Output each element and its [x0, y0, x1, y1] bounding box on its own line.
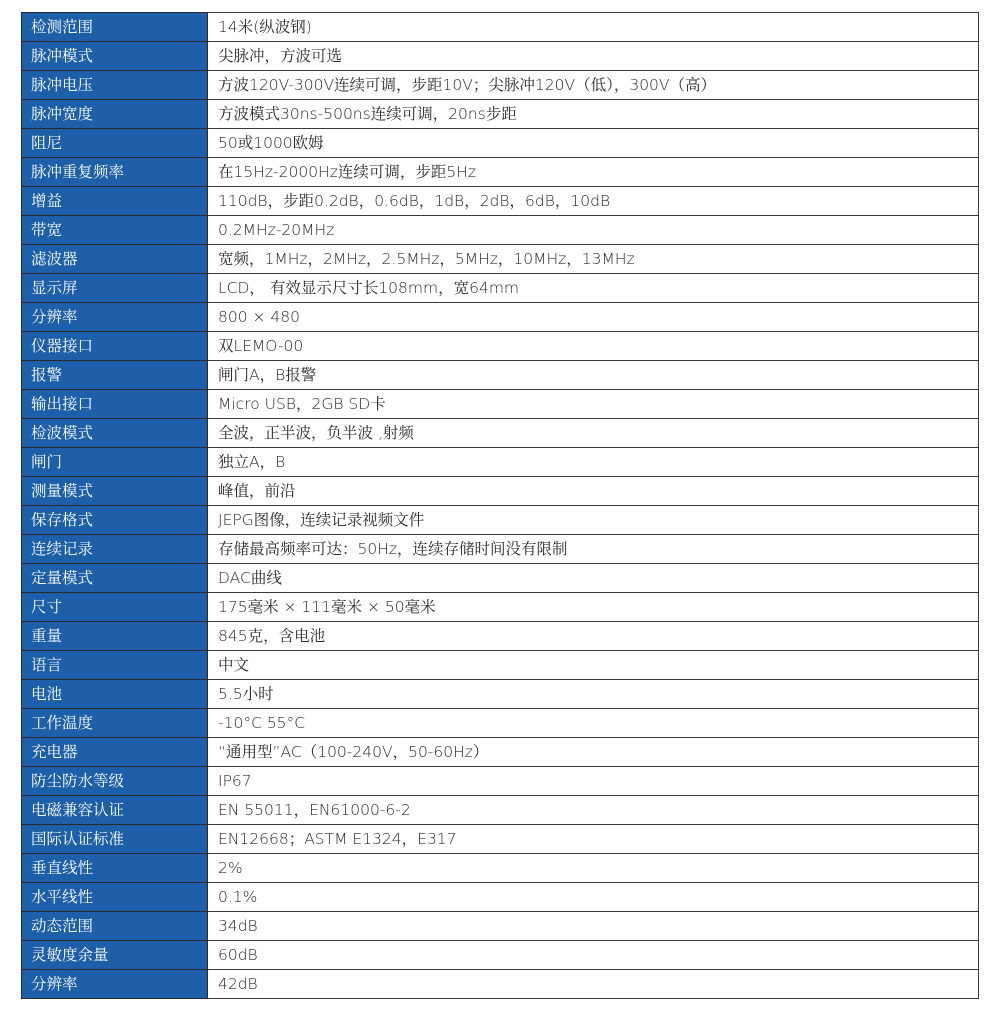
spec-value: 2% — [208, 854, 979, 883]
spec-row — [22, 680, 979, 709]
spec-value: 宽频，1MHz，2MHz，2.5MHz，5MHz，10MHz，13MHz — [208, 245, 979, 274]
spec-row — [22, 187, 979, 216]
spec-table — [21, 12, 979, 999]
spec-label: 脉冲电压 — [22, 71, 208, 100]
spec-row — [22, 303, 979, 332]
spec-label: 水平线性 — [22, 883, 208, 912]
spec-row — [22, 158, 979, 187]
spec-value: 存储最高频率可达：50Hz，连续存储时间没有限制 — [208, 535, 979, 564]
spec-value: 全波，正半波，负半波 ,射频 — [208, 419, 979, 448]
spec-value: IP67 — [208, 767, 979, 796]
spec-label: 显示屏 — [22, 274, 208, 303]
spec-value: 5.5小时 — [208, 680, 979, 709]
spec-row — [22, 390, 979, 419]
spec-row — [22, 564, 979, 593]
spec-label: 滤波器 — [22, 245, 208, 274]
spec-label: 分辨率 — [22, 303, 208, 332]
spec-label: 检波模式 — [22, 419, 208, 448]
spec-label: 带宽 — [22, 216, 208, 245]
spec-value: DAC曲线 — [208, 564, 979, 593]
spec-label: 国际认证标准 — [22, 825, 208, 854]
spec-label: 动态范围 — [22, 912, 208, 941]
spec-label: 重量 — [22, 622, 208, 651]
spec-row — [22, 709, 979, 738]
spec-label: 仪器接口 — [22, 332, 208, 361]
spec-row — [22, 71, 979, 100]
spec-row — [22, 970, 979, 999]
spec-value: 方波模式30ns-500ns连续可调，20ns步距 — [208, 100, 979, 129]
spec-label: 工作温度 — [22, 709, 208, 738]
spec-value: 0.2MHz-20MHz — [208, 216, 979, 245]
spec-table-body — [22, 13, 979, 999]
spec-value: JEPG图像，连续记录视频文件 — [208, 506, 979, 535]
spec-row — [22, 535, 979, 564]
spec-label: 定量模式 — [22, 564, 208, 593]
spec-row — [22, 42, 979, 71]
spec-value: EN 55011，EN61000-6-2 — [208, 796, 979, 825]
spec-row — [22, 883, 979, 912]
spec-row — [22, 825, 979, 854]
spec-label: 分辨率 — [22, 970, 208, 999]
spec-row — [22, 448, 979, 477]
spec-label: 脉冲重复频率 — [22, 158, 208, 187]
spec-label: 垂直线性 — [22, 854, 208, 883]
spec-label: 脉冲宽度 — [22, 100, 208, 129]
spec-label: 阻尼 — [22, 129, 208, 158]
spec-label: 报警 — [22, 361, 208, 390]
spec-label: 测量模式 — [22, 477, 208, 506]
spec-row — [22, 912, 979, 941]
spec-label: 增益 — [22, 187, 208, 216]
spec-value: 110dB，步距0.2dB，0.6dB，1dB，2dB，6dB，10dB — [208, 187, 979, 216]
spec-label: 输出接口 — [22, 390, 208, 419]
spec-row — [22, 419, 979, 448]
spec-row — [22, 622, 979, 651]
spec-row — [22, 129, 979, 158]
spec-value: 845克，含电池 — [208, 622, 979, 651]
spec-value: 峰值，前沿 — [208, 477, 979, 506]
spec-row — [22, 216, 979, 245]
spec-value: 34dB — [208, 912, 979, 941]
spec-label: 检测范围 — [22, 13, 208, 42]
spec-label: 灵敏度余量 — [22, 941, 208, 970]
spec-value: LCD， 有效显示尺寸长108mm，宽64mm — [208, 274, 979, 303]
spec-value: 0.1% — [208, 883, 979, 912]
spec-value: 方波120V-300V连续可调，步距10V；尖脉冲120V（低），300V（高） — [208, 71, 979, 100]
spec-value: 800 × 480 — [208, 303, 979, 332]
spec-value: 在15Hz-2000Hz连续可调，步距5Hz — [208, 158, 979, 187]
spec-row — [22, 593, 979, 622]
spec-label: 闸门 — [22, 448, 208, 477]
spec-label: 充电器 — [22, 738, 208, 767]
spec-label: 保存格式 — [22, 506, 208, 535]
spec-value: 独立A，B — [208, 448, 979, 477]
spec-label: 尺寸 — [22, 593, 208, 622]
spec-row — [22, 13, 979, 42]
spec-row — [22, 767, 979, 796]
spec-label: 电磁兼容认证 — [22, 796, 208, 825]
spec-label: 防尘防水等级 — [22, 767, 208, 796]
spec-label: 电池 — [22, 680, 208, 709]
spec-value: 闸门A，B报警 — [208, 361, 979, 390]
spec-row — [22, 274, 979, 303]
spec-row — [22, 651, 979, 680]
spec-value: EN12668；ASTM E1324，E317 — [208, 825, 979, 854]
spec-value: Micro USB，2GB SD卡 — [208, 390, 979, 419]
spec-row — [22, 941, 979, 970]
spec-value: 中文 — [208, 651, 979, 680]
spec-value: 14米(纵波钢) — [208, 13, 979, 42]
spec-row — [22, 100, 979, 129]
spec-row — [22, 245, 979, 274]
spec-row — [22, 361, 979, 390]
spec-value: “通用型”AC（100-240V，50-60Hz） — [208, 738, 979, 767]
spec-label: 脉冲模式 — [22, 42, 208, 71]
spec-label: 连续记录 — [22, 535, 208, 564]
spec-value: -10°C 55°C — [208, 709, 979, 738]
spec-label: 语言 — [22, 651, 208, 680]
spec-row — [22, 332, 979, 361]
spec-row — [22, 796, 979, 825]
spec-value: 175毫米 × 111毫米 × 50毫米 — [208, 593, 979, 622]
spec-value: 42dB — [208, 970, 979, 999]
spec-row — [22, 506, 979, 535]
spec-row — [22, 477, 979, 506]
spec-row — [22, 854, 979, 883]
spec-row — [22, 738, 979, 767]
spec-value: 50或1000欧姆 — [208, 129, 979, 158]
spec-value: 双LEMO-00 — [208, 332, 979, 361]
spec-value: 尖脉冲，方波可选 — [208, 42, 979, 71]
spec-value: 60dB — [208, 941, 979, 970]
